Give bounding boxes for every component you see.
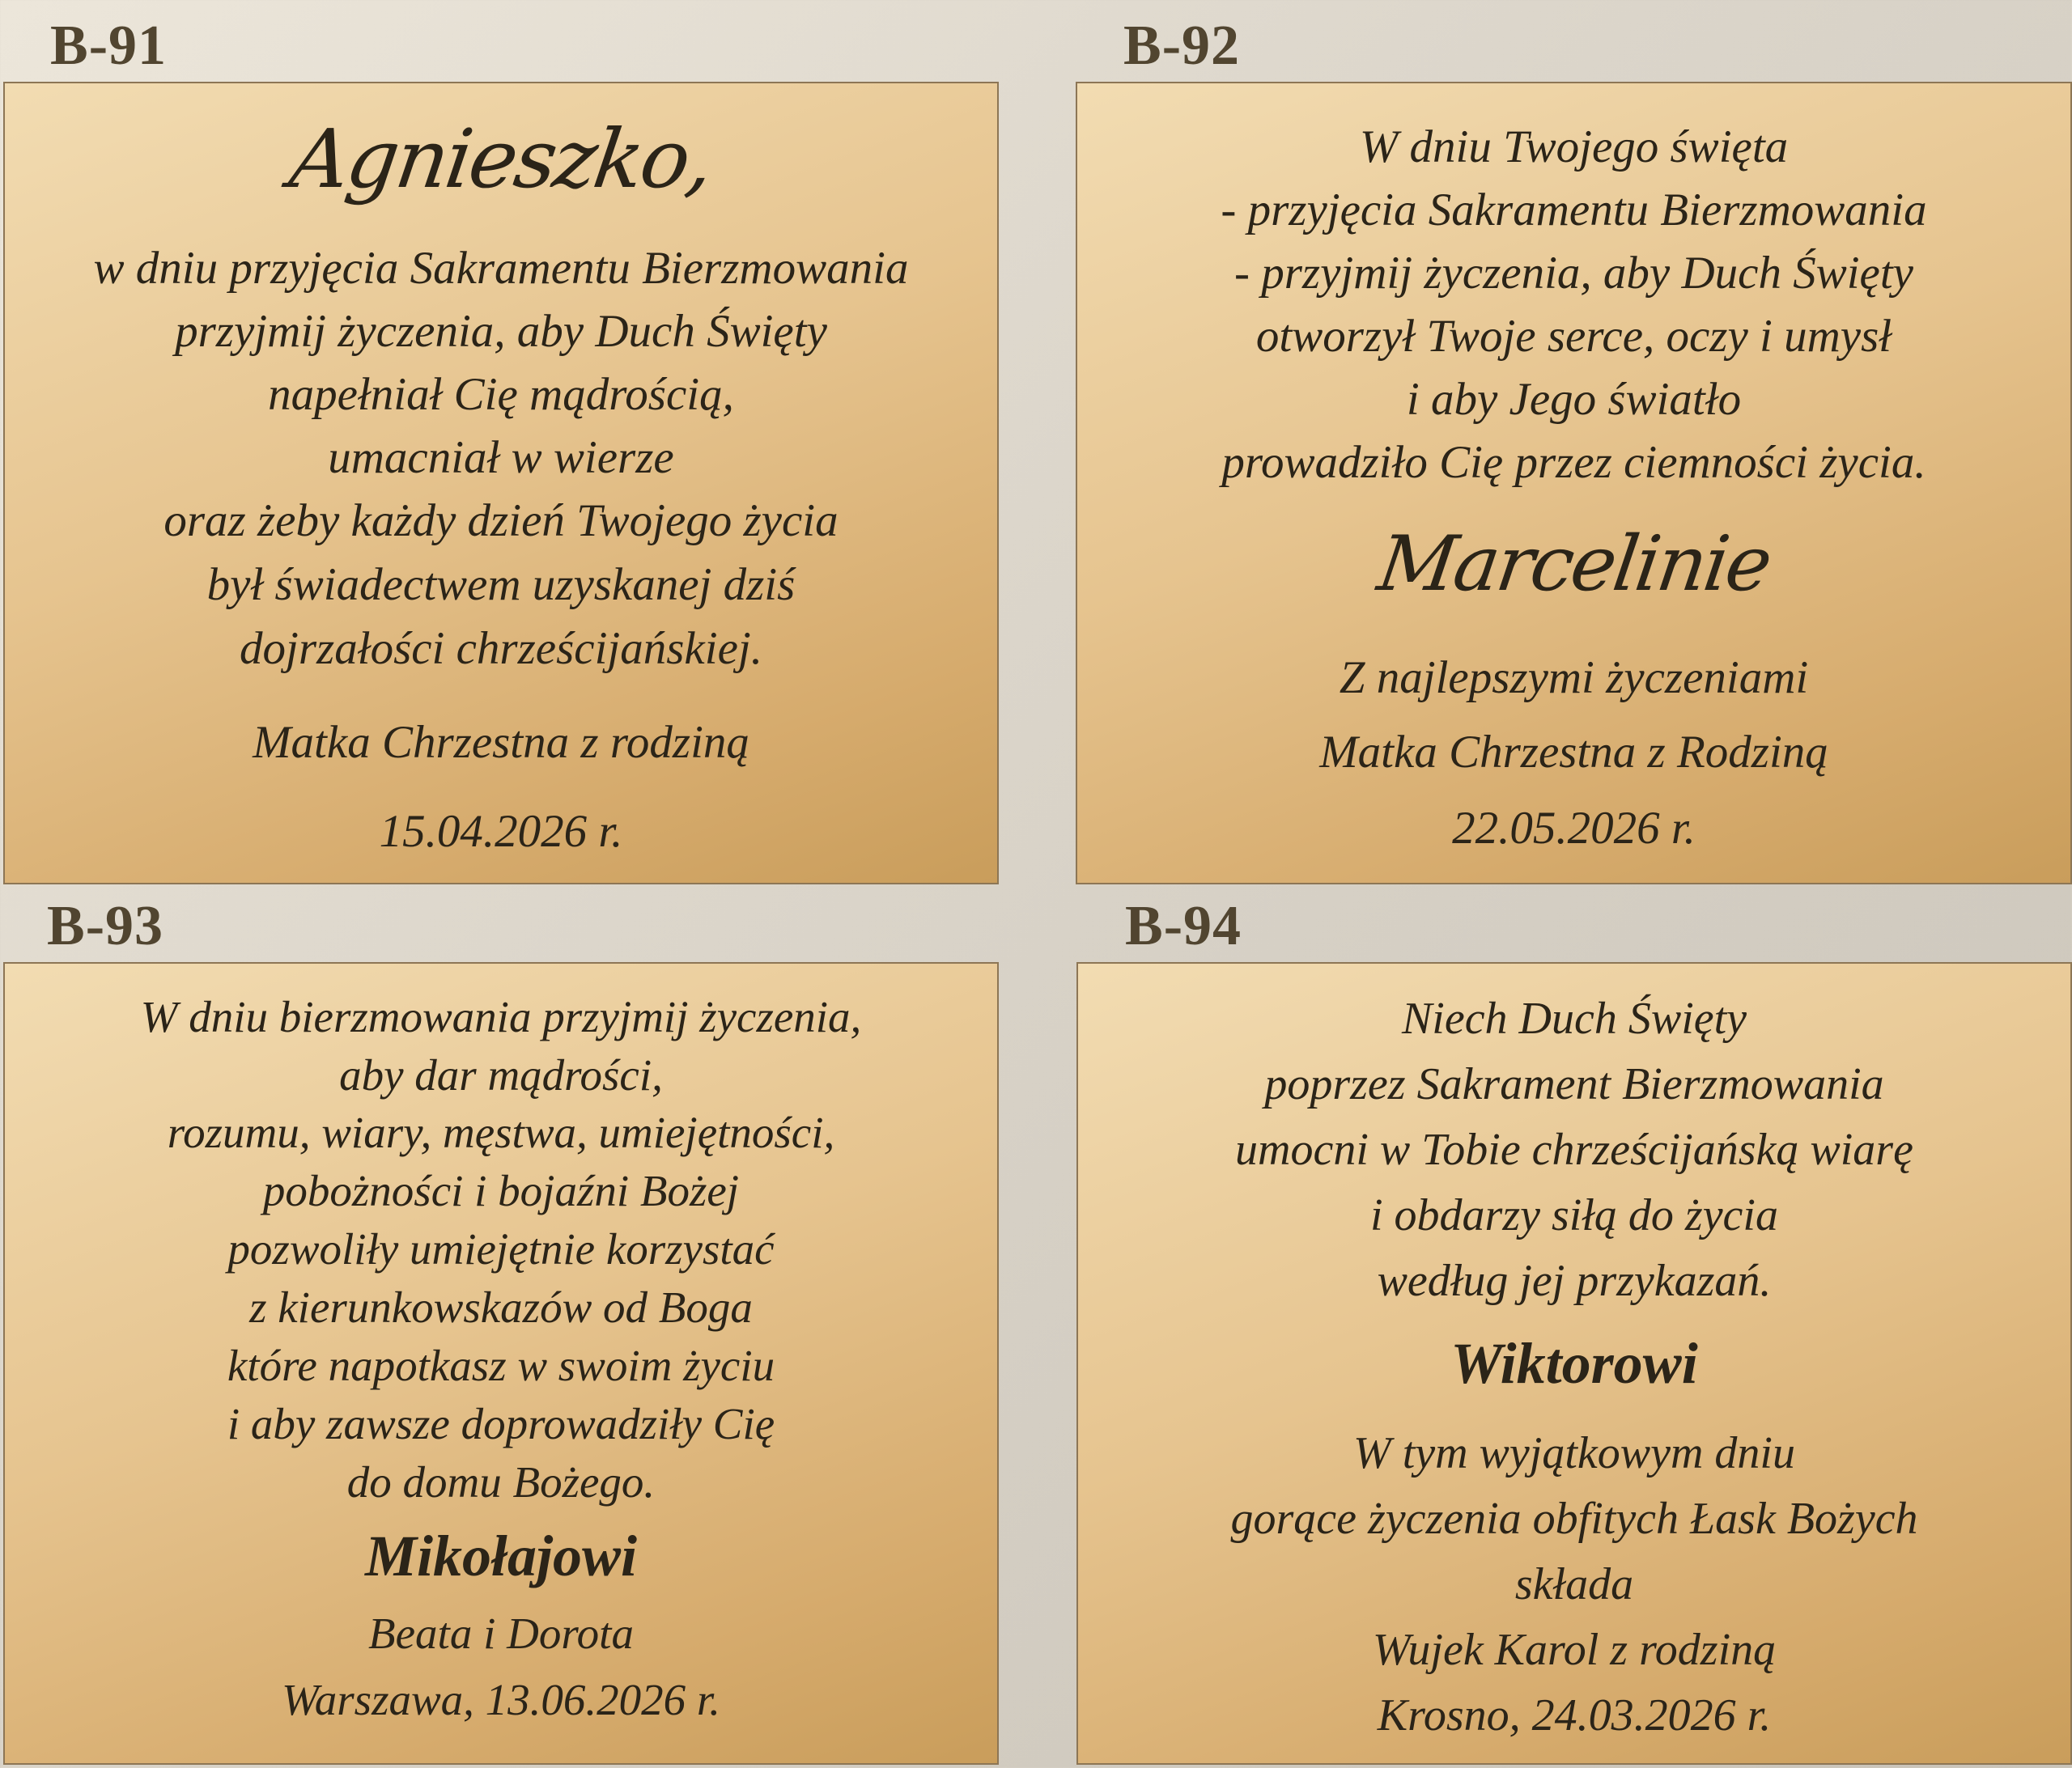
inscription-line: umocni w Tobie chrześcijańską wiarę [1235,1125,1913,1175]
inscription-line: oraz żeby każdy dzień Twojego życia [163,495,839,546]
date-line: 15.04.2026 r. [379,806,623,857]
inscription-line: prowadziło Cię przez ciemności życia. [1221,437,1926,488]
signature-line: Wujek Karol z rodziną [1372,1625,1777,1675]
plate-code-label: B-92 [1123,15,1240,77]
inscription-line: i aby Jego światło [1406,374,1742,425]
inscription-line: - przyjęcia Sakramentu Bierzmowania [1221,184,1927,235]
inscription-line: otworzył Twoje serce, oczy i umysł [1255,311,1892,362]
inscription-line: pobożności i bojaźni Bożej [262,1166,740,1215]
inscription-line: w dniu przyjęcia Sakramentu Bierzmowania [93,243,909,294]
signature-line: Matka Chrzestna z Rodziną [1319,727,1828,778]
recipient-name: Wiktorowi [1450,1331,1698,1396]
recipient-name: Agnieszko, [284,112,718,206]
inscription-line: z kierunkowskazów od Boga [249,1283,753,1332]
plate-code-label: B-94 [1125,895,1242,957]
inscription-line: do domu Bożego. [346,1457,656,1507]
inscription-line: które napotkasz w swoim życiu [227,1341,775,1390]
inscription-line: rozumu, wiary, męstwa, umiejętności, [167,1108,835,1157]
inscription-line: przyjmij życzenia, aby Duch Święty [175,306,827,357]
inscription-line: poprzez Sakrament Bierzmowania [1264,1059,1884,1109]
plate-code-label: B-91 [50,15,167,77]
inscription-line: umacniał w wierze [328,432,674,483]
date-line: 22.05.2026 r. [1452,803,1696,854]
inscription-line: pozwoliły umiejętnie korzystać [227,1224,775,1274]
engraved-plate [1076,82,2072,884]
inscription-line: aby dar mądrości, [339,1050,663,1100]
engraved-plate [3,82,999,884]
inscription-line: składa [1514,1559,1634,1609]
inscription-line: i aby zawsze doprowadziły Cię [227,1399,775,1448]
recipient-name: Mikołajowi [364,1524,638,1588]
engraved-plate [1076,962,2072,1765]
inscription-line: Niech Duch Święty [1401,994,1747,1044]
inscription-line: był świadectwem uzyskanej dziś [206,559,796,610]
inscription-line: gorące życzenia obfitych Łask Bożych [1230,1494,1918,1544]
engraved-plate [3,962,999,1765]
recipient-name: Marcelinie [1372,520,1776,608]
plate-code-label: B-93 [47,895,163,957]
date-line: Warszawa, 13.06.2026 r. [282,1675,720,1724]
inscription-line: Z najlepszymi życzeniami [1339,652,1809,703]
signature-line: Beata i Dorota [368,1609,634,1658]
inscription-line: W dniu Twojego święta [1359,121,1789,172]
inscription-line: według jej przykazań. [1377,1256,1772,1306]
signature-line: Matka Chrzestna z rodziną [253,717,749,768]
date-line: Krosno, 24.03.2026 r. [1377,1690,1772,1740]
inscription-line: W tym wyjątkowym dniu [1353,1428,1795,1478]
inscription-line: W dniu bierzmowania przyjmij życzenia, [140,992,862,1041]
inscription-line: i obdarzy siłą do życia [1370,1190,1778,1240]
inscription-line: napełniał Cię mądrością, [268,369,734,420]
inscription-line: - przyjmij życzenia, aby Duch Święty [1234,248,1913,299]
inscription-line: dojrzałości chrześcijańskiej. [240,623,762,674]
